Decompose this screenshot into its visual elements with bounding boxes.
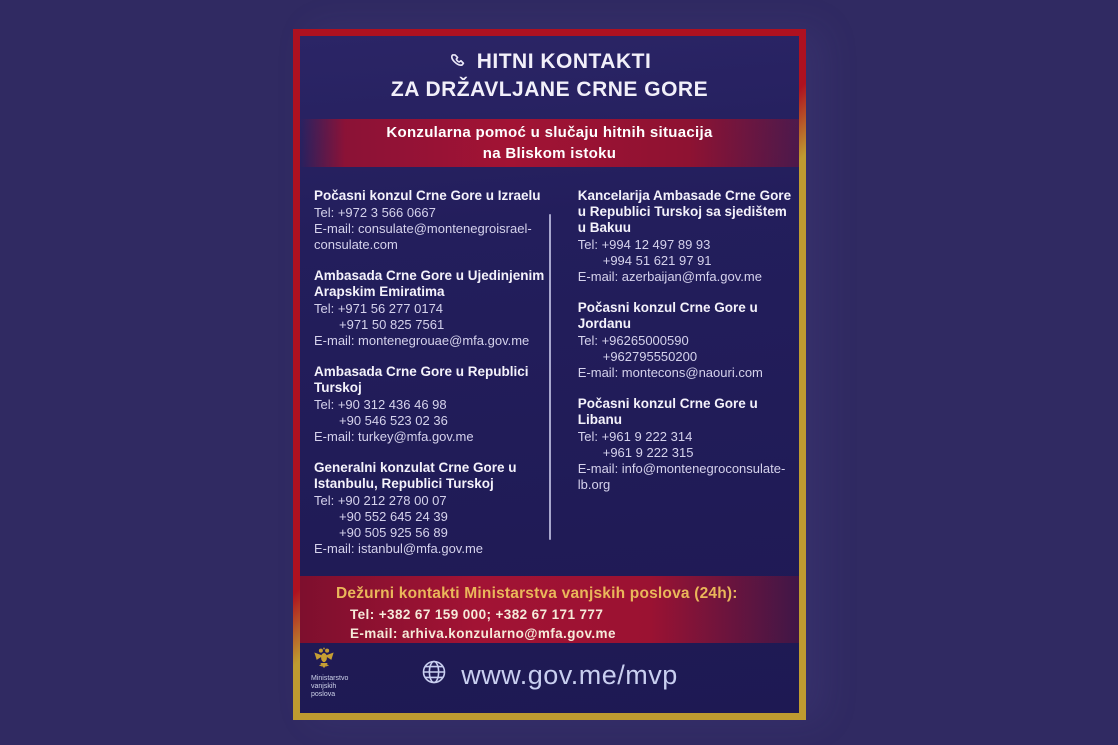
contact-email: E-mail: montenegrouae@mfa.gov.me [314,333,530,348]
contact-tel2: +962795550200 [602,349,698,364]
contact-title: Počasni konzul Crne Gore u Izraelu [314,188,541,203]
poster-title-line2: ZA DRŽAVLJANE CRNE GORE [390,78,709,101]
contact-block-baku-office [578,188,795,285]
contact-block-turkey-embassy [314,364,545,445]
contact-title: Ambasada Crne Gore u Republici Turskoj [314,364,529,395]
phone-icon [448,52,468,78]
contacts-column-left [314,188,545,572]
contact-email: E-mail: azerbaijan@mfa.gov.me [577,269,762,284]
contact-email: E-mail: turkey@mfa.gov.me [314,429,474,444]
contact-title: Počasni konzul Crne Gore u Libanu [577,396,758,427]
contacts-column-right [578,188,795,572]
contact-tel: Tel: +972 3 566 0667 [314,205,436,220]
banner-line2: na Bliskom istoku [482,145,617,162]
website-row [300,659,799,692]
contact-tel: Tel: +90 212 278 00 07 [314,493,447,508]
contact-tel2: +961 9 222 315 [602,445,694,460]
ministry-name-line1: Ministarstvo [311,675,349,682]
contact-block-lebanon [578,396,795,493]
contact-email: E-mail: consulate@montenegroisrael- [314,221,532,236]
website-url: www.gov.me/mvp [461,660,678,690]
contact-tel: Tel: +994 12 497 89 93 [577,237,711,252]
poster-inner [300,36,799,713]
contact-tel: Tel: +961 9 222 314 [577,429,693,444]
poster-title-line1: HITNI KONTAKTI [476,50,652,73]
contact-email: E-mail: istanbul@mfa.gov.me [314,541,484,556]
contact-tel: Tel: +971 56 277 0174 [314,301,444,316]
contact-title: Ambasada Crne Gore u Ujedinjenim Arapskim Emiratima [314,268,545,299]
ministry-name-line3: poslova [311,691,336,698]
contact-tel: Tel: +90 312 436 46 98 [314,397,447,412]
contact-tel3: +90 505 925 56 89 [339,525,448,540]
header-title-line1-row [300,50,799,78]
emergency-contacts-poster [293,29,806,720]
contact-tel2: +971 50 825 7561 [339,317,445,332]
contact-email-wrap: consulate.com [314,237,398,252]
poster-header [300,36,799,102]
contact-title: Kancelarija Ambasade Crne Gore u Republici Turskoj sa sjedištem u Bakuu [577,188,792,235]
contact-block-israel [314,188,545,253]
contact-block-istanbul-consulate [314,460,545,557]
contacts-section [314,188,795,572]
contact-block-uae [314,268,545,349]
hotline-title: Dežurni kontakti Ministarstva vanjskih poslova (24h): [336,585,738,602]
subtitle-banner [300,119,799,167]
contact-tel2: +90 546 523 02 36 [339,413,448,428]
hotline-email: E-mail: arhiva.konzularno@mfa.gov.me [350,626,616,641]
hotline-band [300,576,799,643]
banner-line1: Konzularna pomoć u slučaju hitnih situacija [386,124,713,141]
contact-email: E-mail: montecons@naouri.com [577,365,763,380]
contact-tel2: +90 552 645 24 39 [339,509,448,524]
ministry-name-line2: vanjskih [311,683,337,690]
poster-footer [300,641,799,713]
hotline-tel: Tel: +382 67 159 000; +382 67 171 777 [350,607,604,622]
contact-tel2: +994 51 621 97 91 [602,253,712,268]
contact-tel: Tel: +96265000590 [577,333,689,348]
contact-title: Počasni konzul Crne Gore u Jordanu [577,300,758,331]
contact-title: Generalni konzulat Crne Gore u Istanbulu, Republici Turskoj [314,460,517,491]
contact-email-wrap: lb.org [577,477,611,492]
contact-block-jordan [578,300,795,381]
eagle-emblem-icon [313,646,348,673]
ministry-logo [311,646,348,699]
globe-icon [421,659,447,692]
contact-email: E-mail: info@montenegroconsulate- [577,461,786,476]
